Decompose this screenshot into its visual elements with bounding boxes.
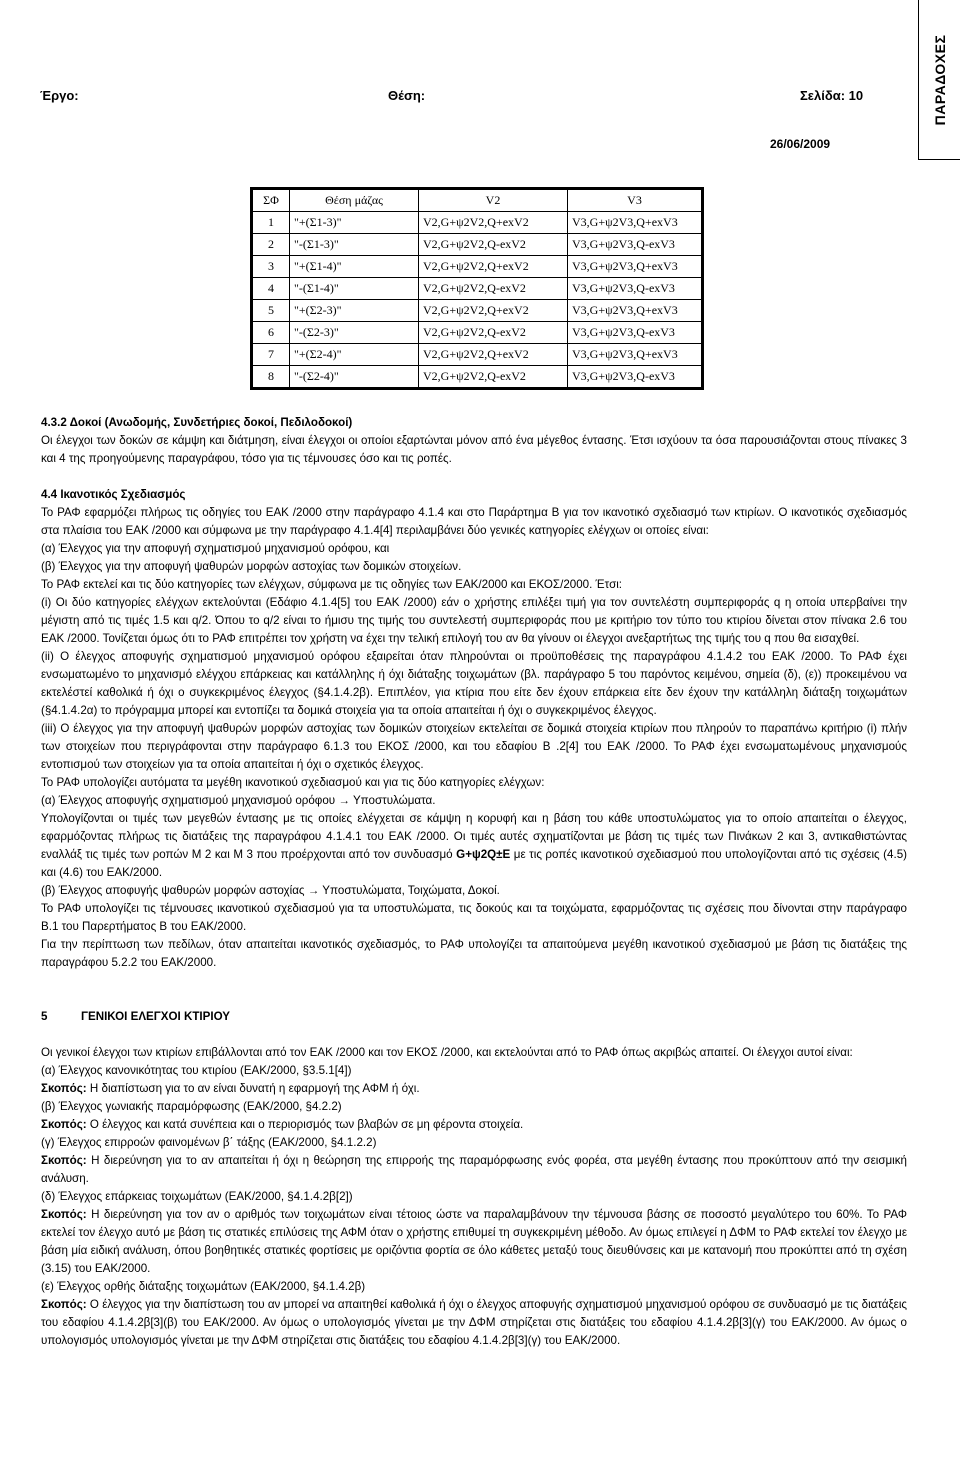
combo-text: Υπολογίζονται οι τιμές των μεγεθών έντασης με τις οποίες ελέγχεται σε κάμψη η κορυφή και η βάση του κάθε υποστυλώματος για το οποίο απαιτείται ο έλεγχος, εφαρμόζοντας πλήρως τις διατάξεις της παραγράφου 4.1.4.1 του ΕΑΚ /2000. Οι τιμές αυτές σχηματίζονται με βάση τις τιμές των Πινάκων 2 και 3, αντικαθιστώντας εναλλάξ τις τιμές των ροπών Μ 2 και Μ 3 που προέρχονται από τον συνδυασμό	[41, 812, 907, 861]
purpose-text: Η διερεύνηση για τον αν ο αριθμός των τοιχωμάτων είναι τέτοιος ώστε να παραλαμβάνουν την τέμνουσα βάσης σε ποσοστό μεγαλύτερο του 60%. Το ΡΑΦ εκτελεί τον έλεγχο αυτό με βάση τις στατικές επιλύσεις της ΑΦΜ όταν ο χρήστης επιθυμεί τη συγκεκριμένη μέθοδο. Αν όμως επιλεγεί η ΔΦΜ το ΡΑΦ εκτελεί τον έλεγχο με βάση μία ειδική ανάλυση, όπου βοηθητικές στατικές φορτίσεις με οριζόντια φορτία σε όλο κάθετες μεταξύ τους διευθύνσεις και με κατανομή που προκύπτει από τη σχέση (3.15) του ΕΑΚ/2000.	[41, 1208, 907, 1275]
combo-after-text: με τις ροπές ικανοτικού σχεδιασμού που υπολογίζονται από τις σχέσεις (4.5) και (4.6) του ΕΑΚ/2000.	[41, 848, 907, 879]
purpose-text: Η διερεύνηση για το αν απαιτείται ή όχι η θεώρηση της επιρροής της παραμόρφωσης ενός φορέα, στα μεγέθη έντασης που προκύπτουν από την σεισμική ανάλυση.	[41, 1154, 907, 1185]
purpose-label: Σκοπός:	[41, 1298, 87, 1311]
table-cell: "+(Σ2-3)"	[290, 300, 419, 322]
table-row	[253, 344, 702, 366]
table-cell: V2,G+ψ2V2,Q+exV2	[419, 212, 568, 234]
table-cell: V2,G+ψ2V2,Q+exV2	[419, 300, 568, 322]
purpose-text: Η διαπίστωση για το αν είναι δυνατή η εφαρμογή της ΑΦΜ ή όχι.	[89, 1082, 420, 1095]
table-cell: V2,G+ψ2V2,Q+exV2	[419, 344, 568, 366]
check-item-purpose	[41, 1206, 907, 1278]
table-cell: V3,G+ψ2V3,Q-exV3	[568, 322, 702, 344]
section-44-paragraph: (α) Έλεγχος αποφυγής σχηματισμού μηχανισμού ορόφου → Υποστυλώματα.	[41, 794, 436, 807]
section-44-paragraph	[41, 810, 907, 882]
table-cell: "-(Σ2-4)"	[290, 366, 419, 388]
section-44-paragraph: Το ΡΑΦ εφαρμόζει πλήρως τις οδηγίες του ΕΑΚ /2000 στην παράγραφο 4.1.4 και στο Παράρτημα Β για τον ικανοτικό σχεδιασμό των κτιρίων. Ο ικανοτικός σχεδιασμός στα πλαίσια του ΕΑΚ /2000 και σύμφωνα με την παράγραφο 4.1.4[4] περιλαμβάνει δύο γενικές κατηγορίες ελέγχων οι οποίες είναι:	[41, 506, 907, 537]
table-cell: 2	[253, 234, 290, 256]
section-44-paragraph: Για την περίπτωση των πεδίλων, όταν απαιτείται ικανοτικός σχεδιασμός, το ΡΑΦ υπολογίζει τα απαιτούμενα μεγέθη ικανοτικού σχεδιασμού με βάση τις διατάξεις της παραγράφου 5.2.2 του ΕΑΚ/2000.	[41, 938, 907, 969]
header-page-number: Σελίδα: 10	[800, 88, 864, 103]
table-cell: 7	[253, 344, 290, 366]
check-item-title: (γ) Έλεγχος επιρροών φαινομένων β΄ τάξης (ΕΑΚ/2000, §4.1.2.2)	[41, 1136, 377, 1149]
table-cell: V3,G+ψ2V3,Q-exV3	[568, 278, 702, 300]
combinations-table	[252, 189, 702, 388]
purpose-text: Ο έλεγχος για την διαπίστωση του αν μπορεί να απαιτηθεί καθολικά ή όχι ο έλεγχος αποφυγής σχηματισμού μηχανισμού ορόφου σε συνδυασμό με τις διατάξεις του εδαφίου 4.1.4.2β[3](β) του ΕΑΚ/2000. Αν όμως ο υπολογισμός γίνεται με την ΔΦΜ στηρίζεται στις διατάξεις του εδαφίου 4.1.4.2β[3](γ) του ΕΑΚ/2000. Αν όμως ο υπολογισμός υπολογισμός γίνεται με την ΔΦΜ στηρίζεται στις διατάξεις του εδαφίου 4.1.4.2β[3](γ) του ΕΑΚ/2000.	[41, 1298, 907, 1347]
combinations-table-wrapper	[252, 189, 702, 388]
header-date: 26/06/2009	[770, 137, 831, 151]
table-header-cell: Θέση μάζας	[290, 190, 419, 212]
table-row	[253, 256, 702, 278]
section-44-paragraph: (ii) Ο έλεγχος αποφυγής σχηματισμού μηχανισμού ορόφου εξαιρείται όταν πληρούνται οι προϋποθέσεις της παραγράφου 4.1.4.2 του ΕΑΚ /2000. Το ΡΑΦ έχει ενσωματωμένο το μηχανισμό ελέγχου επάρκειας και κατάλληλης ή όχι διάταξης τοιχωμάτων (βλ. παράγραφο 5 του παρόντος κειμένου, σημεία (δ), (ε)) προκειμένου να εκτελέστεί καθολικά ή όχι ο συγκεκριμένος έλεγχος (§4.1.4.2β). Επιπλέον, για κτίρια που είτε δεν έχουν επάρκεια είτε δεν έχουν την κατάλληλη διάταξη τοιχωμάτων (§4.1.4.2α) το πρόγραμμα μπορεί και εντοπίζει τα δομικά στοιχεία για τα οποία απαιτείται ή όχι ο συγκεκριμένος έλεγχος.	[41, 650, 907, 717]
table-cell: "+(Σ1-3)"	[290, 212, 419, 234]
purpose-label: Σκοπός:	[41, 1082, 87, 1095]
combo-formula: G+ψ2Q±E	[456, 848, 511, 861]
section-432-title: 4.3.2 Δοκοί (Ανωδομής, Συνδετήριες δοκοί, Πεδιλοδοκοί)	[41, 416, 353, 429]
section-44-title: 4.4 Ικανοτικός Σχεδιασμός	[41, 488, 186, 501]
check-item-purpose	[41, 1152, 907, 1188]
purpose-label: Σκοπός:	[41, 1118, 87, 1131]
section-44-paragraph: (iii) Ο έλεγχος για την αποφυγή ψαθυρών μορφών αστοχίας των δομικών στοιχείων εκτελείται σε δομικά στοιχεία κτιρίων που πληρούν το παραπάνω κριτήριο (i) πλήν των στοιχείων που περιγράφονται στην παράγραφο 6.1.3 του ΕΚΟΣ /2000, και του εδαφίου Β .2[4] του ΕΑΚ /2000. Το ΡΑΦ έχει ενσωματωμένους μηχανισμούς εντοπισμού των στοιχείων για τα οποία απαιτείται ή όχι ο σχετικός έλεγχος.	[41, 722, 907, 771]
check-item-purpose	[41, 1116, 907, 1134]
table-row	[253, 366, 702, 388]
table-cell: "-(Σ2-3)"	[290, 322, 419, 344]
section-5-number: 5	[41, 1010, 48, 1023]
table-row	[253, 322, 702, 344]
table-header-cell: V2	[419, 190, 568, 212]
section-44-paragraph: (β) Έλεγχος αποφυγής ψαθυρών μορφών αστοχίας → Υποστυλώματα, Τοιχώματα, Δοκοί.	[41, 884, 500, 897]
check-item-title: (ε) Έλεγχος ορθής διάταξης τοιχωμάτων (ΕΑΚ/2000, §4.1.4.2β)	[41, 1280, 366, 1293]
table-cell: "-(Σ1-3)"	[290, 234, 419, 256]
section-5-title	[41, 1008, 907, 1026]
section-5-title-text: ΓΕΝΙΚΟΙ ΕΛΕΓΧΟΙ ΚΤΙΡΙΟΥ	[81, 1010, 231, 1023]
section-44-paragraph: (α) Έλεγχος για την αποφυγή σχηματισμού μηχανισμού ορόφου, και	[41, 542, 390, 555]
table-cell: V2,G+ψ2V2,Q+exV2	[419, 256, 568, 278]
table-row	[253, 278, 702, 300]
table-cell: 3	[253, 256, 290, 278]
check-item-purpose	[41, 1080, 907, 1098]
main-content	[41, 414, 907, 1350]
table-cell: V3,G+ψ2V3,Q-exV3	[568, 234, 702, 256]
table-cell: V3,G+ψ2V3,Q+exV3	[568, 212, 702, 234]
table-row	[253, 212, 702, 234]
table-header-cell: V3	[568, 190, 702, 212]
section-side-tab	[918, 0, 960, 160]
side-tab-label: ΠΑΡΑΔΟΧΕΣ	[931, 34, 948, 125]
section-432-paragraph: Οι έλεγχοι των δοκών σε κάμψη και διάτμηση, είναι έλεγχοι οι οποίοι εξαρτώνται μόνον από ένα μέγεθος έντασης. Έτσι ισχύουν τα όσα παρουσιάζονται στους πίνακες 3 και 4 της προηγούμενης παραγράφου, τόσο για τις τέμνουσες όσο και τις ροπές.	[41, 434, 907, 465]
table-cell: 4	[253, 278, 290, 300]
table-cell: 5	[253, 300, 290, 322]
table-cell: V2,G+ψ2V2,Q-exV2	[419, 278, 568, 300]
table-cell: "+(Σ1-4)"	[290, 256, 419, 278]
table-row	[253, 234, 702, 256]
table-row	[253, 300, 702, 322]
check-item-title: (β) Έλεγχος γωνιακής παραμόρφωσης (ΕΑΚ/2000, §4.2.2)	[41, 1100, 342, 1113]
table-cell: V2,G+ψ2V2,Q-exV2	[419, 366, 568, 388]
section-44-paragraph: Το ΡΑΦ εκτελεί και τις δύο κατηγορίες των ελέγχων, σύμφωνα με τις οδηγίες των ΕΑΚ/2000 και ΕΚΟΣ/2000. Έτσι:	[41, 578, 623, 591]
table-cell: V3,G+ψ2V3,Q+exV3	[568, 256, 702, 278]
section-44-paragraph: (i) Οι δύο κατηγορίες ελέγχων εκτελούνται (Εδάφιο 4.1.4[5] του ΕΑΚ /2000) εάν ο χρήστης επιλέξει τιμή για τον συντελέστη συμπεριφοράς q η οποία υπερβαίνει την μέγιστη από τις τιμές 1.5 και q/2. Όπου το q/2 είναι το ήμισυ της τιμής του συντελεστή συμπεριφοράς που με κριτήριο τον τύπο του κτιρίου δίνεται στον πίνακα 2.6 του ΕΑΚ /2000. Τονίζεται όμως ότι το ΡΑΦ επιτρέπει τον χρήστη να έχει την τελική επιλογή του αν θα γίνουν οι έλεγχοι ανεξαρτήτως της τιμής του q που θα εισαχθεί.	[41, 596, 907, 645]
purpose-label: Σκοπός:	[41, 1154, 87, 1167]
purpose-label: Σκοπός:	[41, 1208, 87, 1221]
purpose-text: Ο έλεγχος και κατά συνέπεια και ο περιορισμός των βλαβών σε μη φέροντα στοιχεία.	[89, 1118, 524, 1131]
section-5-intro: Οι γενικοί έλεγχοι των κτιρίων επιβάλλονται από τον ΕΑΚ /2000 και τον ΕΚΟΣ /2000, και εκτελούνται από το ΡΑΦ όπως ακριβώς απαιτεί. Οι έλεγχοι αυτοί είναι:	[41, 1046, 853, 1059]
table-cell: "+(Σ2-4)"	[290, 344, 419, 366]
table-cell: V2,G+ψ2V2,Q-exV2	[419, 322, 568, 344]
header-thesi: Θέση:	[388, 88, 426, 103]
section-5-items	[41, 1062, 907, 1350]
table-cell: V3,G+ψ2V3,Q+exV3	[568, 344, 702, 366]
table-cell: V2,G+ψ2V2,Q-exV2	[419, 234, 568, 256]
check-item-title: (α) Έλεγχος κανονικότητας του κτιρίου (ΕΑΚ/2000, §3.5.1[4])	[41, 1064, 352, 1077]
section-44-paragraph: Το ΡΑΦ υπολογίζει τις τέμνουσες ικανοτικού σχεδιασμού για τα υποστυλώματα, τις δοκούς και τα τοιχώματα, εφαρμόζοντας τις σχέσεις που δίνονται στην παράγραφο Β.1 του Παρερτήματος Β του ΕΑΚ/2000.	[41, 902, 907, 933]
check-item-title: (δ) Έλεγχος επάρκειας τοιχωμάτων (ΕΑΚ/2000, §4.1.4.2β[2])	[41, 1190, 353, 1203]
table-cell: 8	[253, 366, 290, 388]
table-cell: 1	[253, 212, 290, 234]
table-header-row	[253, 190, 702, 212]
table-cell: "-(Σ1-4)"	[290, 278, 419, 300]
check-item-purpose	[41, 1296, 907, 1350]
table-cell: 6	[253, 322, 290, 344]
table-cell: V3,G+ψ2V3,Q-exV3	[568, 366, 702, 388]
section-44-paragraph: (β) Έλεγχος για την αποφυγή ψαθυρών μορφών αστοχίας των δομικών στοιχείων.	[41, 560, 462, 573]
section-44-paragraph: Το ΡΑΦ υπολογίζει αυτόματα τα μεγέθη ικανοτικού σχεδιασμού και για τις δύο κατηγορίες ελέγχων:	[41, 776, 545, 789]
header-ergo: Έργο:	[40, 88, 79, 103]
table-cell: V3,G+ψ2V3,Q+exV3	[568, 300, 702, 322]
table-header-cell: ΣΦ	[253, 190, 290, 212]
